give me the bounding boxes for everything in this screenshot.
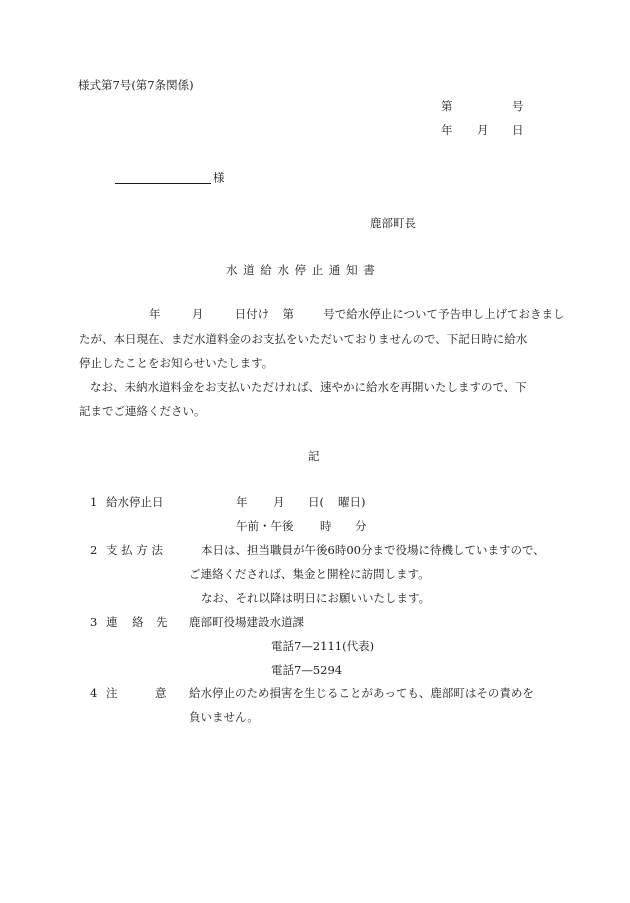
item4-label-2: 意 [155,686,167,700]
item2-line3: なお、それ以降は明日にお願いいたします。 [201,591,431,605]
p1-day: 日付け [234,307,270,321]
body-p1-line1 [149,309,565,321]
item1-minute: 分 [355,519,367,533]
addressee-honorific: 様 [213,170,225,185]
body-p1-line3: 停止したことをお知らせいたします。 [79,356,274,370]
item2-line1: 本日は、担当職員が午後6時00分まで役場に待機していますので、 [201,543,545,557]
item4-number: 4 [90,686,98,700]
item1-day: 日( [308,495,324,509]
item2-number: 2 [90,543,98,557]
item3-label-1: 連 [106,615,118,629]
item3-phone1: 電話7—2111(代表) [271,639,375,653]
item3-number: 3 [90,615,98,629]
item3-label-2: 絡 [132,615,144,629]
p1-dai: 第 [282,307,294,321]
item1-number: 1 [90,495,98,509]
p1-year: 年 [149,307,161,321]
document-title: 水 道 給 水 停 止 通 知 書 [226,263,376,277]
item4-line2: 負いません。 [189,710,259,724]
body-p2-line1: なお、未納水道料金をお支払いただければ、速やかに給水を再開いたしますので、下 [90,380,527,394]
body-p2-line2: 記までご連絡ください。 [79,404,206,418]
body-p1-line2: たが、本日現在、まだ水道料金のお支払をいただいておりませんので、下記日時に給水 [79,332,528,346]
item2-label: 支 払 方 法 [106,543,163,557]
number-go: 号 [512,99,524,113]
date-day: 日 [512,123,524,137]
item1-month: 月 [273,495,285,509]
item4-label-1: 注 [106,686,118,700]
addressee-blank [115,170,211,184]
date-month: 月 [477,123,489,137]
ki-heading: 記 [308,449,320,463]
addressee-line [115,170,225,184]
item1-ampm: 午前・午後 [236,519,294,533]
item2-line2: ご連絡くだされば、集金と開栓に訪問します。 [189,567,430,581]
p1-month: 月 [191,307,204,321]
item4-line1: 給水停止のため損害を生じることがあっても、鹿部町はその責めを [189,686,534,700]
item1-year: 年 [236,495,248,509]
sender: 鹿部町長 [370,216,416,230]
item1-label: 給水停止日 [106,495,164,509]
form-label: 様式第7号(第7条関係) [78,78,194,92]
item3-line1: 鹿部町役場建設水道課 [189,615,304,629]
p1-rest: 号で給水停止について予告申し上げておきまし [323,307,565,321]
item1-weekday: 曜日) [338,495,366,509]
number-dai: 第 [441,99,453,113]
item3-label-3: 先 [156,615,168,629]
item3-phone2: 電話7—5294 [271,663,343,677]
item1-hour: 時 [320,519,332,533]
date-year: 年 [441,123,453,137]
